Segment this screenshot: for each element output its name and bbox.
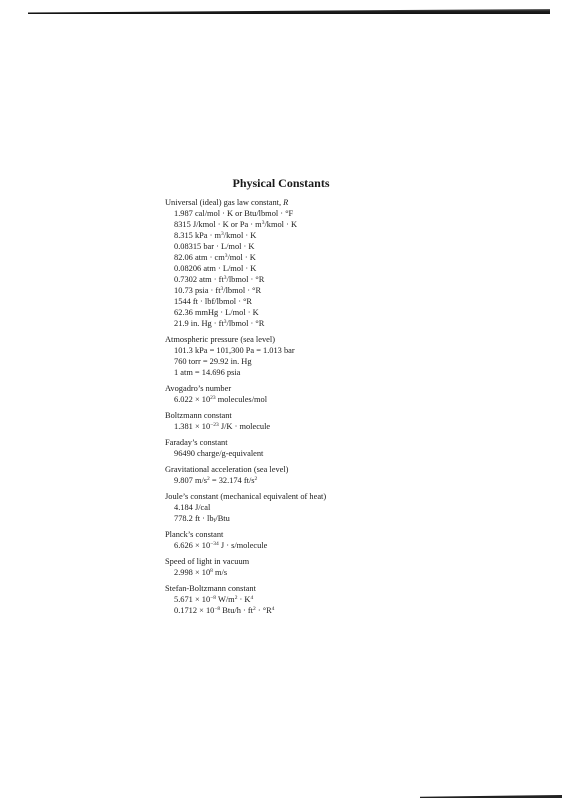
constant-label: Planck’s constant xyxy=(165,530,224,539)
constant-value: 0.08206 atm · L/mol · K xyxy=(174,264,257,273)
constant-section xyxy=(165,334,465,378)
constant-label: Joule’s constant (mechanical equivalent of heat) xyxy=(165,492,327,501)
constant-section xyxy=(165,197,465,329)
constant-value: 0.08315 bar · L/mol · K xyxy=(174,242,255,251)
constant-value: 8.315 kPa · $m^3$/kmol · K xyxy=(174,231,257,240)
constants-list xyxy=(165,197,465,621)
constant-value: 21.9 in. $Hg \cdot ft^3$/lbmol · °R xyxy=(174,319,265,328)
constant-section xyxy=(165,437,465,459)
constant-label: Universal (ideal) gas law constant, R xyxy=(165,198,289,207)
constant-section xyxy=(165,583,465,616)
constant-value: 9.807 $m/s^2 = 32.174$ $ft/s^2$ xyxy=(174,476,258,485)
constant-value: 4.184 J/cal xyxy=(174,503,211,512)
constant-value: 1.987 cal/mol · K or Btu/lbmol · °F xyxy=(174,209,294,218)
constant-value: $0.1712 \times 10^{-8}$ $Btu/h \cdot ft^2 \cdot ^\circ R^4$ xyxy=(174,606,275,615)
constant-label: Gravitational acceleration (sea level) xyxy=(165,465,289,474)
constant-label: Faraday’s constant xyxy=(165,438,228,447)
constant-value: 1 atm = 14.696 psia xyxy=(174,368,241,377)
constant-value: 0.7302 atm · $ft^3$/lbmol · °R xyxy=(174,275,265,284)
constant-value: 62.36 mmHg · L/mol · K xyxy=(174,308,259,317)
constant-section xyxy=(165,383,465,405)
constant-value: 778.2 ft · $lb_f$/Btu xyxy=(174,514,230,524)
constant-label: Atmospheric pressure (sea level) xyxy=(165,335,275,344)
constant-value: $2.998 \times 10^8$ m/s xyxy=(174,568,228,577)
constant-value: $5.671 \times 10^{-8}$ $W/m^2 \cdot K^4$ xyxy=(174,595,254,604)
bottom-rule xyxy=(420,795,562,798)
constant-label: Boltzmann constant xyxy=(165,411,232,420)
constant-value: 101.3 kPa = 101,300 Pa = 1.013 bar xyxy=(174,346,295,355)
constant-value: $1.381 \times 10^{-23}$ J/K · molecule xyxy=(174,422,271,431)
constant-section xyxy=(165,410,465,432)
constant-section xyxy=(165,464,465,486)
constant-value: $6.022 \times 10^{23}$ molecules/mol xyxy=(174,395,268,404)
constant-label: Speed of light in vacuum xyxy=(165,557,250,566)
constant-value: 10.73 psia · $ft^3$/lbmol · °R xyxy=(174,286,262,295)
constant-value: 82.06 atm · $cm^3$/mol · K xyxy=(174,253,256,262)
constant-value: 8315 J/kmol · K or $Pa \cdot m^3$/kmol · K xyxy=(174,220,298,229)
constant-value: 760 torr = 29.92 in. Hg xyxy=(174,357,252,366)
constant-value: $6.626 \times 10^{-34}$ J · s/molecule xyxy=(174,541,268,550)
top-rule xyxy=(28,9,550,14)
constant-label: Avogadro’s number xyxy=(165,384,232,393)
constant-value: 96490 charge/g-equivalent xyxy=(174,449,264,458)
constant-value: 1544 ft · lbf/lbmol · °R xyxy=(174,297,253,306)
constant-section xyxy=(165,529,465,551)
page-title: Physical Constants xyxy=(232,176,330,190)
constant-section xyxy=(165,556,465,578)
constant-label: Stefan-Boltzmann constant xyxy=(165,584,256,593)
constant-section xyxy=(165,491,465,524)
